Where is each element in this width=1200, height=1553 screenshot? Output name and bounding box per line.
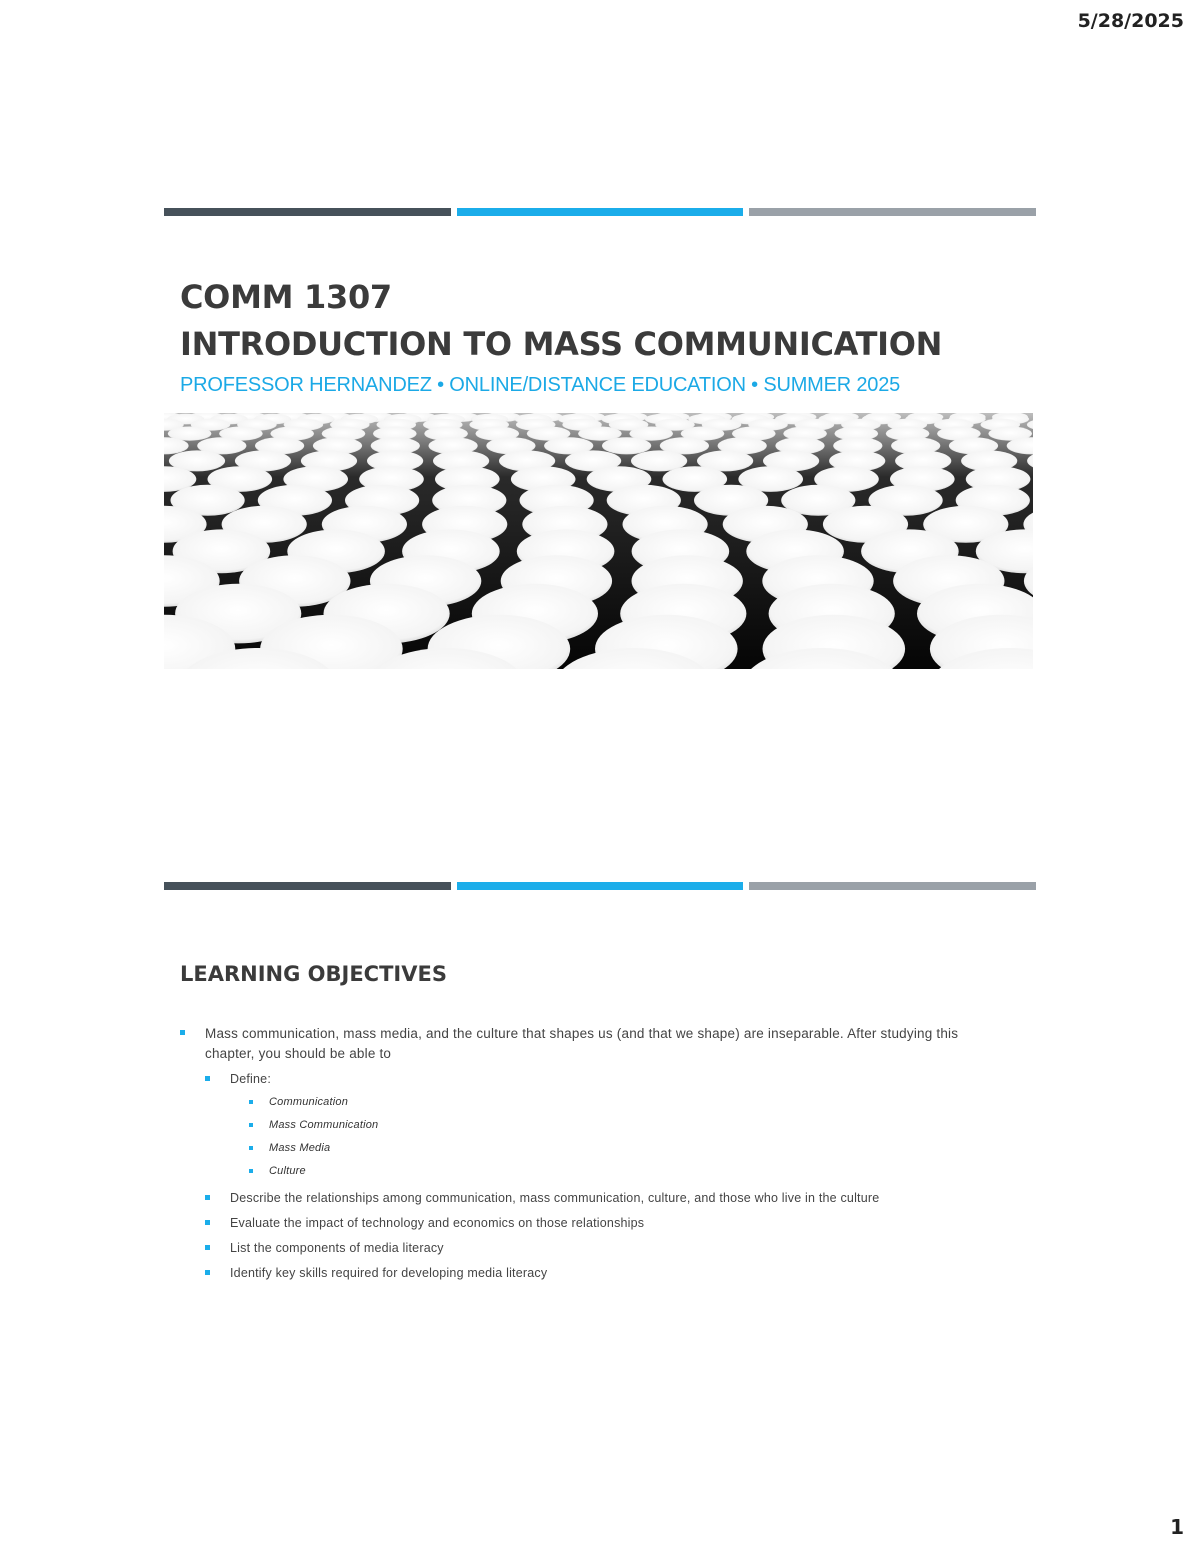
title-slide [164, 208, 1036, 678]
bullet-square-icon [205, 1195, 210, 1200]
objectives-slide [164, 882, 1036, 1302]
accent-bar-blue-segment [457, 208, 744, 216]
bullet-square-icon [205, 1076, 210, 1081]
accent-bar-dark-segment [164, 208, 451, 216]
course-subtitle: PROFESSOR HERNANDEZ • ONLINE/DISTANCE EDUCATION • SUMMER 2025 [180, 374, 901, 396]
objective-bullet [205, 1264, 1005, 1283]
title-block [180, 274, 1036, 397]
page-number: 1 [1170, 1515, 1184, 1539]
bullet-square-icon [205, 1245, 210, 1250]
bullet-square-icon [249, 1123, 253, 1127]
define-term [249, 1116, 1005, 1135]
course-title: INTRODUCTION TO MASS COMMUNICATION [180, 325, 943, 363]
bullet-square-icon [249, 1146, 253, 1150]
objective-bullet [205, 1239, 1005, 1258]
accent-bar-gray-segment [749, 208, 1036, 216]
accent-bar [164, 882, 1036, 890]
accent-bar-dark-segment [164, 882, 451, 890]
page-date: 5/28/2025 [1077, 10, 1184, 32]
hero-disc [602, 437, 651, 454]
accent-bar-blue-segment [457, 882, 744, 890]
intro-text: Mass communication, mass media, and the culture that shapes us (and that we shape) are inseparable. After studying this chapter, you should be able to [205, 1026, 959, 1061]
objective-text: Identify key skills required for developing media literacy [230, 1266, 548, 1280]
define-label: Define: [230, 1072, 272, 1086]
objective-bullet [205, 1189, 1005, 1208]
define-term-text: Mass Media [269, 1142, 331, 1154]
define-term-text: Culture [269, 1165, 306, 1177]
objective-text: Describe the relationships among communication, mass communication, culture, and those who live in the culture [230, 1191, 880, 1205]
sub-objectives-list [180, 1070, 1005, 1283]
accent-bar [164, 208, 1036, 216]
course-code: COMM 1307 [180, 278, 392, 316]
bullet-square-icon [205, 1220, 210, 1225]
accent-bar-gray-segment [749, 882, 1036, 890]
intro-bullet [180, 1024, 1005, 1283]
define-term [249, 1162, 1005, 1181]
hero-image-white-discs [164, 413, 1033, 669]
bullet-square-icon [249, 1100, 253, 1104]
slide-title: LEARNING OBJECTIVES [180, 962, 447, 986]
define-bullet [205, 1070, 1005, 1181]
objective-text: List the components of media literacy [230, 1241, 444, 1255]
objectives-list [164, 1024, 1036, 1283]
bullet-square-icon [205, 1270, 210, 1275]
define-terms-list [205, 1093, 1005, 1181]
bullet-square-icon [249, 1169, 253, 1173]
objective-bullet [205, 1214, 1005, 1233]
define-term [249, 1093, 1005, 1112]
bullet-square-icon [180, 1030, 185, 1035]
define-term-text: Mass Communication [269, 1119, 379, 1131]
objective-text: Evaluate the impact of technology and economics on those relationships [230, 1216, 645, 1230]
define-term-text: Communication [269, 1096, 349, 1108]
define-term [249, 1139, 1005, 1158]
